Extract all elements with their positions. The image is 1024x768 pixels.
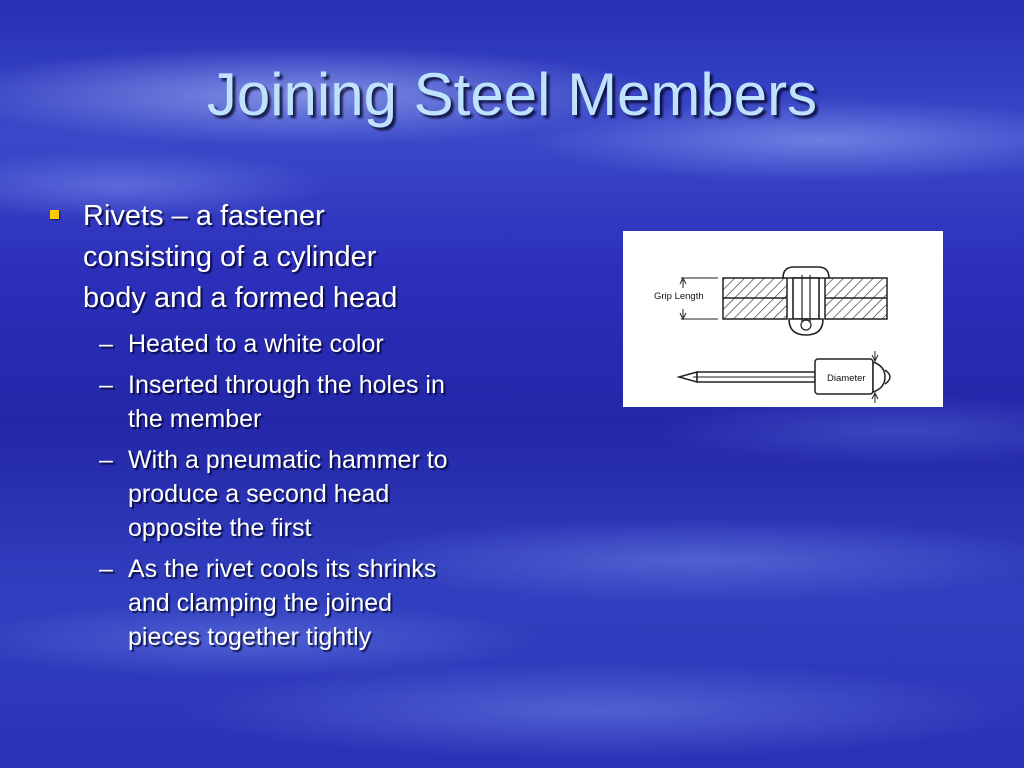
sub-bullet-line: produce a second head	[128, 480, 390, 508]
bullet-line: consisting of a cylinder	[83, 241, 377, 273]
slide-title: Joining Steel Members	[206, 61, 818, 128]
rivet-diagram-svg	[623, 231, 943, 407]
dash-icon: –	[99, 371, 113, 399]
sub-bullet-line: opposite the first	[128, 514, 312, 542]
sub-bullet-heated	[44, 327, 514, 361]
bullet-list	[44, 196, 514, 661]
sub-bullet-list	[44, 327, 514, 654]
sub-bullet-cools	[44, 552, 514, 654]
dash-icon: –	[99, 555, 113, 583]
grip-length-label: Grip Length	[654, 291, 704, 302]
sub-bullet-line: the member	[128, 405, 262, 433]
square-bullet-icon	[50, 210, 59, 219]
dash-icon: –	[99, 446, 113, 474]
rivet-diagram	[623, 231, 943, 407]
bullet-line: body and a formed head	[83, 282, 398, 314]
dash-icon: –	[99, 330, 113, 358]
sub-bullet-line: and clamping the joined	[128, 589, 393, 617]
grip-length-dimension	[654, 278, 718, 319]
diameter-label: Diameter	[827, 373, 866, 384]
sub-bullet-inserted	[44, 368, 514, 436]
bullet-rivets	[44, 196, 514, 319]
sub-bullet-hammer	[44, 443, 514, 545]
sub-bullet-line: With a pneumatic hammer to	[128, 446, 448, 474]
sub-bullet-line: As the rivet cools its shrinks	[128, 555, 437, 583]
sub-bullet-line: Inserted through the holes in	[128, 371, 445, 399]
installed-rivet	[783, 267, 829, 335]
sub-bullet-line: pieces together tightly	[128, 623, 372, 651]
bullet-line: Rivets – a fastener	[83, 200, 325, 232]
sub-bullet-line: Heated to a white color	[128, 330, 384, 358]
